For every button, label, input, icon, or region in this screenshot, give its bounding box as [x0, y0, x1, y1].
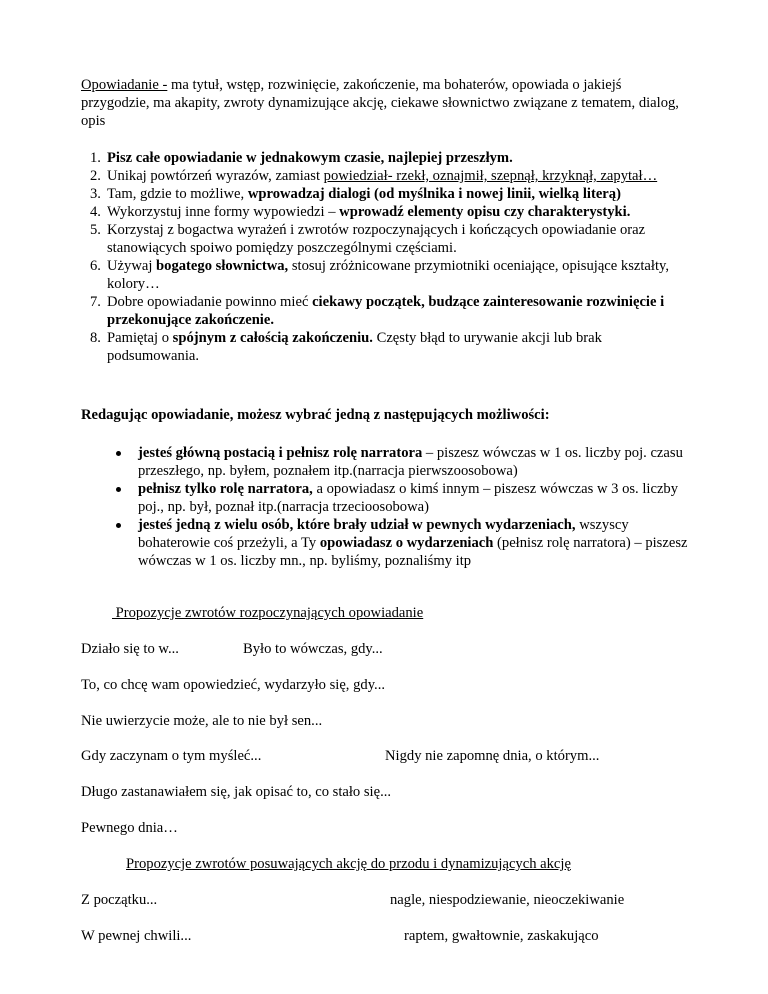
list-text-bold: pełnisz tylko rolę narratora,: [138, 481, 313, 497]
phrase: raptem, gwałtownie, zaskakująco: [404, 928, 599, 944]
list-item: [81, 516, 701, 570]
intro-lead: Opowiadanie -: [81, 77, 168, 93]
bullet-icon: [116, 451, 121, 456]
list-item: [81, 149, 681, 167]
list-item: [81, 221, 681, 257]
list-text: Korzystaj z bogactwa wyrażeń i zwrotów rozpoczynających i kończących opowiadanie oraz stanowiących spoiwo pomiędzy poszczególnymi częściami.: [107, 222, 646, 256]
list-item: [81, 444, 701, 480]
list-item: [81, 203, 681, 221]
list-item: [81, 185, 681, 203]
phrase: Z początku...: [81, 892, 158, 908]
list-text-bold: ciekawy początek, budzące zainteresowanie rozwinięcie i przekonujące zakończenie.: [107, 294, 665, 328]
list-number: 5.: [90, 222, 101, 238]
list-item: [81, 480, 701, 516]
list-number: 7.: [90, 294, 101, 310]
list-text: Tam, gdzie to możliwe,: [107, 186, 248, 202]
phrase: To, co chcę wam opowiedzieć, wydarzyło się, gdy...: [81, 677, 385, 693]
intro-paragraph: [81, 76, 681, 130]
list-text: stosuj zróżnicowane przymiotniki oceniające, opisujące kształty, kolory…: [107, 258, 669, 292]
phrase: W pewnej chwili...: [81, 928, 192, 944]
rules-list: [81, 149, 681, 365]
list-text-bold: opowiadasz o wydarzeniach: [319, 535, 494, 551]
list-number: 2.: [90, 168, 101, 184]
list-text-bold: bogatego słownictwa,: [156, 258, 289, 274]
list-text-bold: wprowadzaj dialogi (od myślnika i nowej linii, wielką literą): [247, 186, 621, 202]
section-heading-dynamic: Propozycje zwrotów posuwających akcję do przodu i dynamizujących akcję: [126, 856, 571, 872]
list-number: 6.: [90, 258, 101, 274]
list-text: – piszesz wówczas w 1 os. liczby poj. czasu przeszłego, np. byłem, poznałem itp.(narracja pierwszoosobowa): [138, 445, 683, 479]
intro-text: ma tytuł, wstęp, rozwinięcie, zakończenie, ma bohaterów, opowiada o jakiejś przygodzie, ma akapity, zwroty dynamizujące akcję, ciekawe słownictwo związane z tematem, dialog, opis: [81, 77, 679, 129]
list-text-bold: jesteś główną postacią i pełnisz rolę narratora: [138, 445, 423, 461]
phrase: Działo się to w...: [81, 641, 179, 657]
list-number: 3.: [90, 186, 101, 202]
phrase: Długo zastanawiałem się, jak opisać to, co stało się...: [81, 784, 392, 800]
bullet-icon: [116, 487, 121, 492]
list-text: Wykorzystuj inne formy wypowiedzi –: [107, 204, 340, 220]
list-text: Unikaj powtórzeń wyrazów, zamiast: [107, 168, 324, 184]
list-text-bold: spójnym z całością zakończeniu.: [172, 330, 373, 346]
list-text-underlined: powiedział- rzekł, oznajmił, szepnął, krzyknął, zapytał…: [323, 168, 658, 184]
list-text: Dobre opowiadanie powinno mieć: [107, 294, 313, 310]
list-item: [81, 257, 681, 293]
list-item: [81, 293, 681, 329]
list-text-bold: wprowadź elementy opisu czy charakterystyki.: [339, 204, 631, 220]
list-number: 4.: [90, 204, 101, 220]
phrase: Nie uwierzycie może, ale to nie był sen...: [81, 713, 323, 729]
phrase: Gdy zaczynam o tym myśleć...: [81, 748, 262, 764]
list-number: 1.: [90, 150, 101, 166]
list-text-bold: Pisz całe opowiadanie w jednakowym czasie, najlepiej przeszłym.: [107, 150, 513, 166]
options-heading: Redagując opowiadanie, możesz wybrać jedną z następujących możliwości:: [81, 407, 550, 423]
list-text: (pełnisz rolę narratora) – piszesz wówczas w 1 os. liczby mn., np. byliśmy, poznaliśmy itp: [138, 535, 688, 569]
list-text: Częsty błąd to urywanie akcji lub brak podsumowania.: [107, 330, 602, 364]
list-text-bold: jesteś jedną z wielu osób, które brały udział w pewnych wydarzeniach,: [138, 517, 576, 533]
section-heading-start: Propozycje zwrotów rozpoczynających opowiadanie: [112, 605, 424, 621]
phrase: Nigdy nie zapomnę dnia, o którym...: [385, 748, 600, 764]
phrase: Pewnego dnia…: [81, 820, 178, 836]
list-number: 8.: [90, 330, 101, 346]
bullet-icon: [116, 523, 121, 528]
phrase: nagle, niespodziewanie, nieoczekiwanie: [390, 892, 625, 908]
list-text: Pamiętaj o: [107, 330, 173, 346]
list-item: [81, 329, 681, 365]
list-text: wszyscy bohaterowie coś przeżyli, a Ty: [138, 517, 629, 551]
phrase: Było to wówczas, gdy...: [243, 641, 383, 657]
options-list: [81, 444, 701, 570]
list-text: Używaj: [107, 258, 157, 274]
list-text: a opowiadasz o kimś innym – piszesz wówczas w 3 os. liczby poj., np. był, poznał itp.(narracja trzecioosobowa): [138, 481, 679, 515]
list-item: [81, 167, 681, 185]
